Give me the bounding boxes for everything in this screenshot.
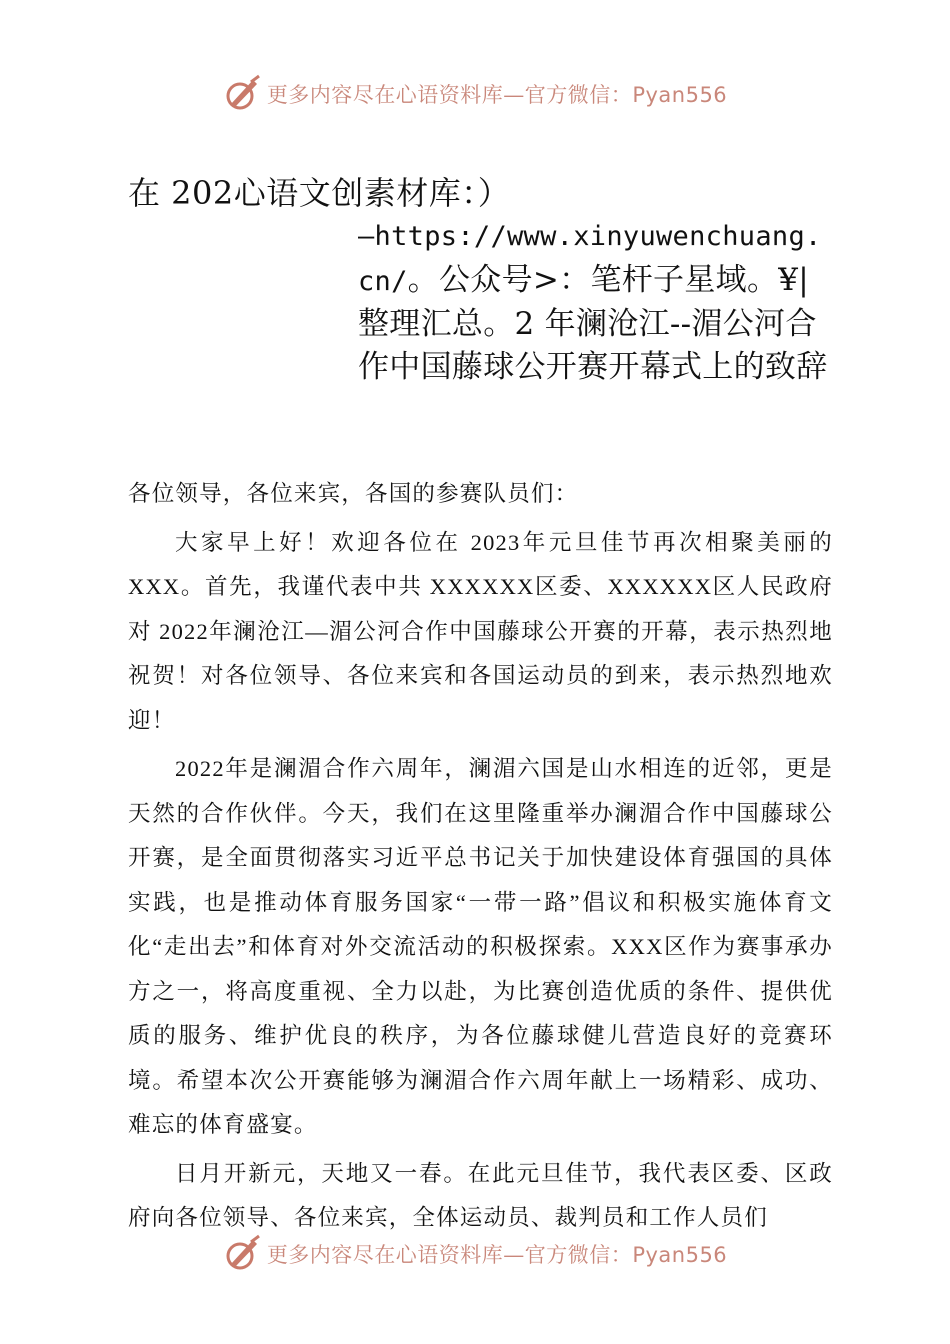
banner-text: 更多内容尽在心语资料库—官方微信：Pyan556: [266, 1243, 728, 1267]
speech-body: [128, 472, 833, 1241]
title-text: 。公众号>：笔杆子星域。¥|整理汇总。2 年澜沧江--湄公河合作中国藤球公开赛开幕式上的致辞: [358, 261, 828, 385]
paragraph-3: 日月开新元，天地又一春。在此元旦佳节，我代表区委、区政府向各位领导、各位来宾，全体运动员、裁判员和工作人员们: [128, 1160, 833, 1230]
banner-text: 更多内容尽在心语资料库—官方微信：Pyan556: [266, 83, 728, 107]
wechat-id: Pyan556: [632, 83, 728, 107]
paragraph-2: 2022年是澜湄合作六周年，澜湄六国是山水相连的近邻，更是天然的合作伙伴。今天，我们在这里隆重举办澜湄合作中国藤球公开赛，是全面贯彻落实习近平总书记关于加快建设体育强国的具体实践，也是推动体育服务国家“一带一路”倡议和积极实施体育文化“走出去”和体育对外交流活动的积极探索。XXX区作为赛事承办方之一，将高度重视、全力以赴，为比赛创造优质的条件、提供优质的服务、维护优良的秩序，为各位藤球健儿营造良好的竞赛环境。希望本次公开赛能够为澜湄合作六周年献上一场精彩、成功、难忘的体育盛宴。: [128, 756, 833, 1137]
salutation: 各位领导，各位来宾，各国的参赛队员们：: [128, 481, 579, 506]
title-url: —https://www.xinyuwenchuang.cn/: [358, 221, 822, 297]
title-continuation: [358, 214, 832, 388]
document-title: [128, 172, 838, 388]
wechat-id: Pyan556: [632, 1243, 728, 1267]
footer-banner: [0, 1232, 950, 1276]
pen-logo-icon: [223, 74, 263, 114]
paragraph-1: 大家早上好！欢迎各位在 2023年元旦佳节再次相聚美丽的XXX。首先，我谨代表中共 XXXXXX区委、XXXXXX区人民政府对 2022年澜沧江—湄公河合作中国藤球公开赛的开幕，表示热烈地祝贺！对各位领导、各位来宾和各国运动员的到来，表示热烈地欢迎！: [128, 529, 833, 733]
title-line-1: 在 202心语文创素材库：）: [128, 174, 511, 212]
pen-logo-icon: [223, 1234, 263, 1274]
header-banner: [0, 72, 950, 116]
